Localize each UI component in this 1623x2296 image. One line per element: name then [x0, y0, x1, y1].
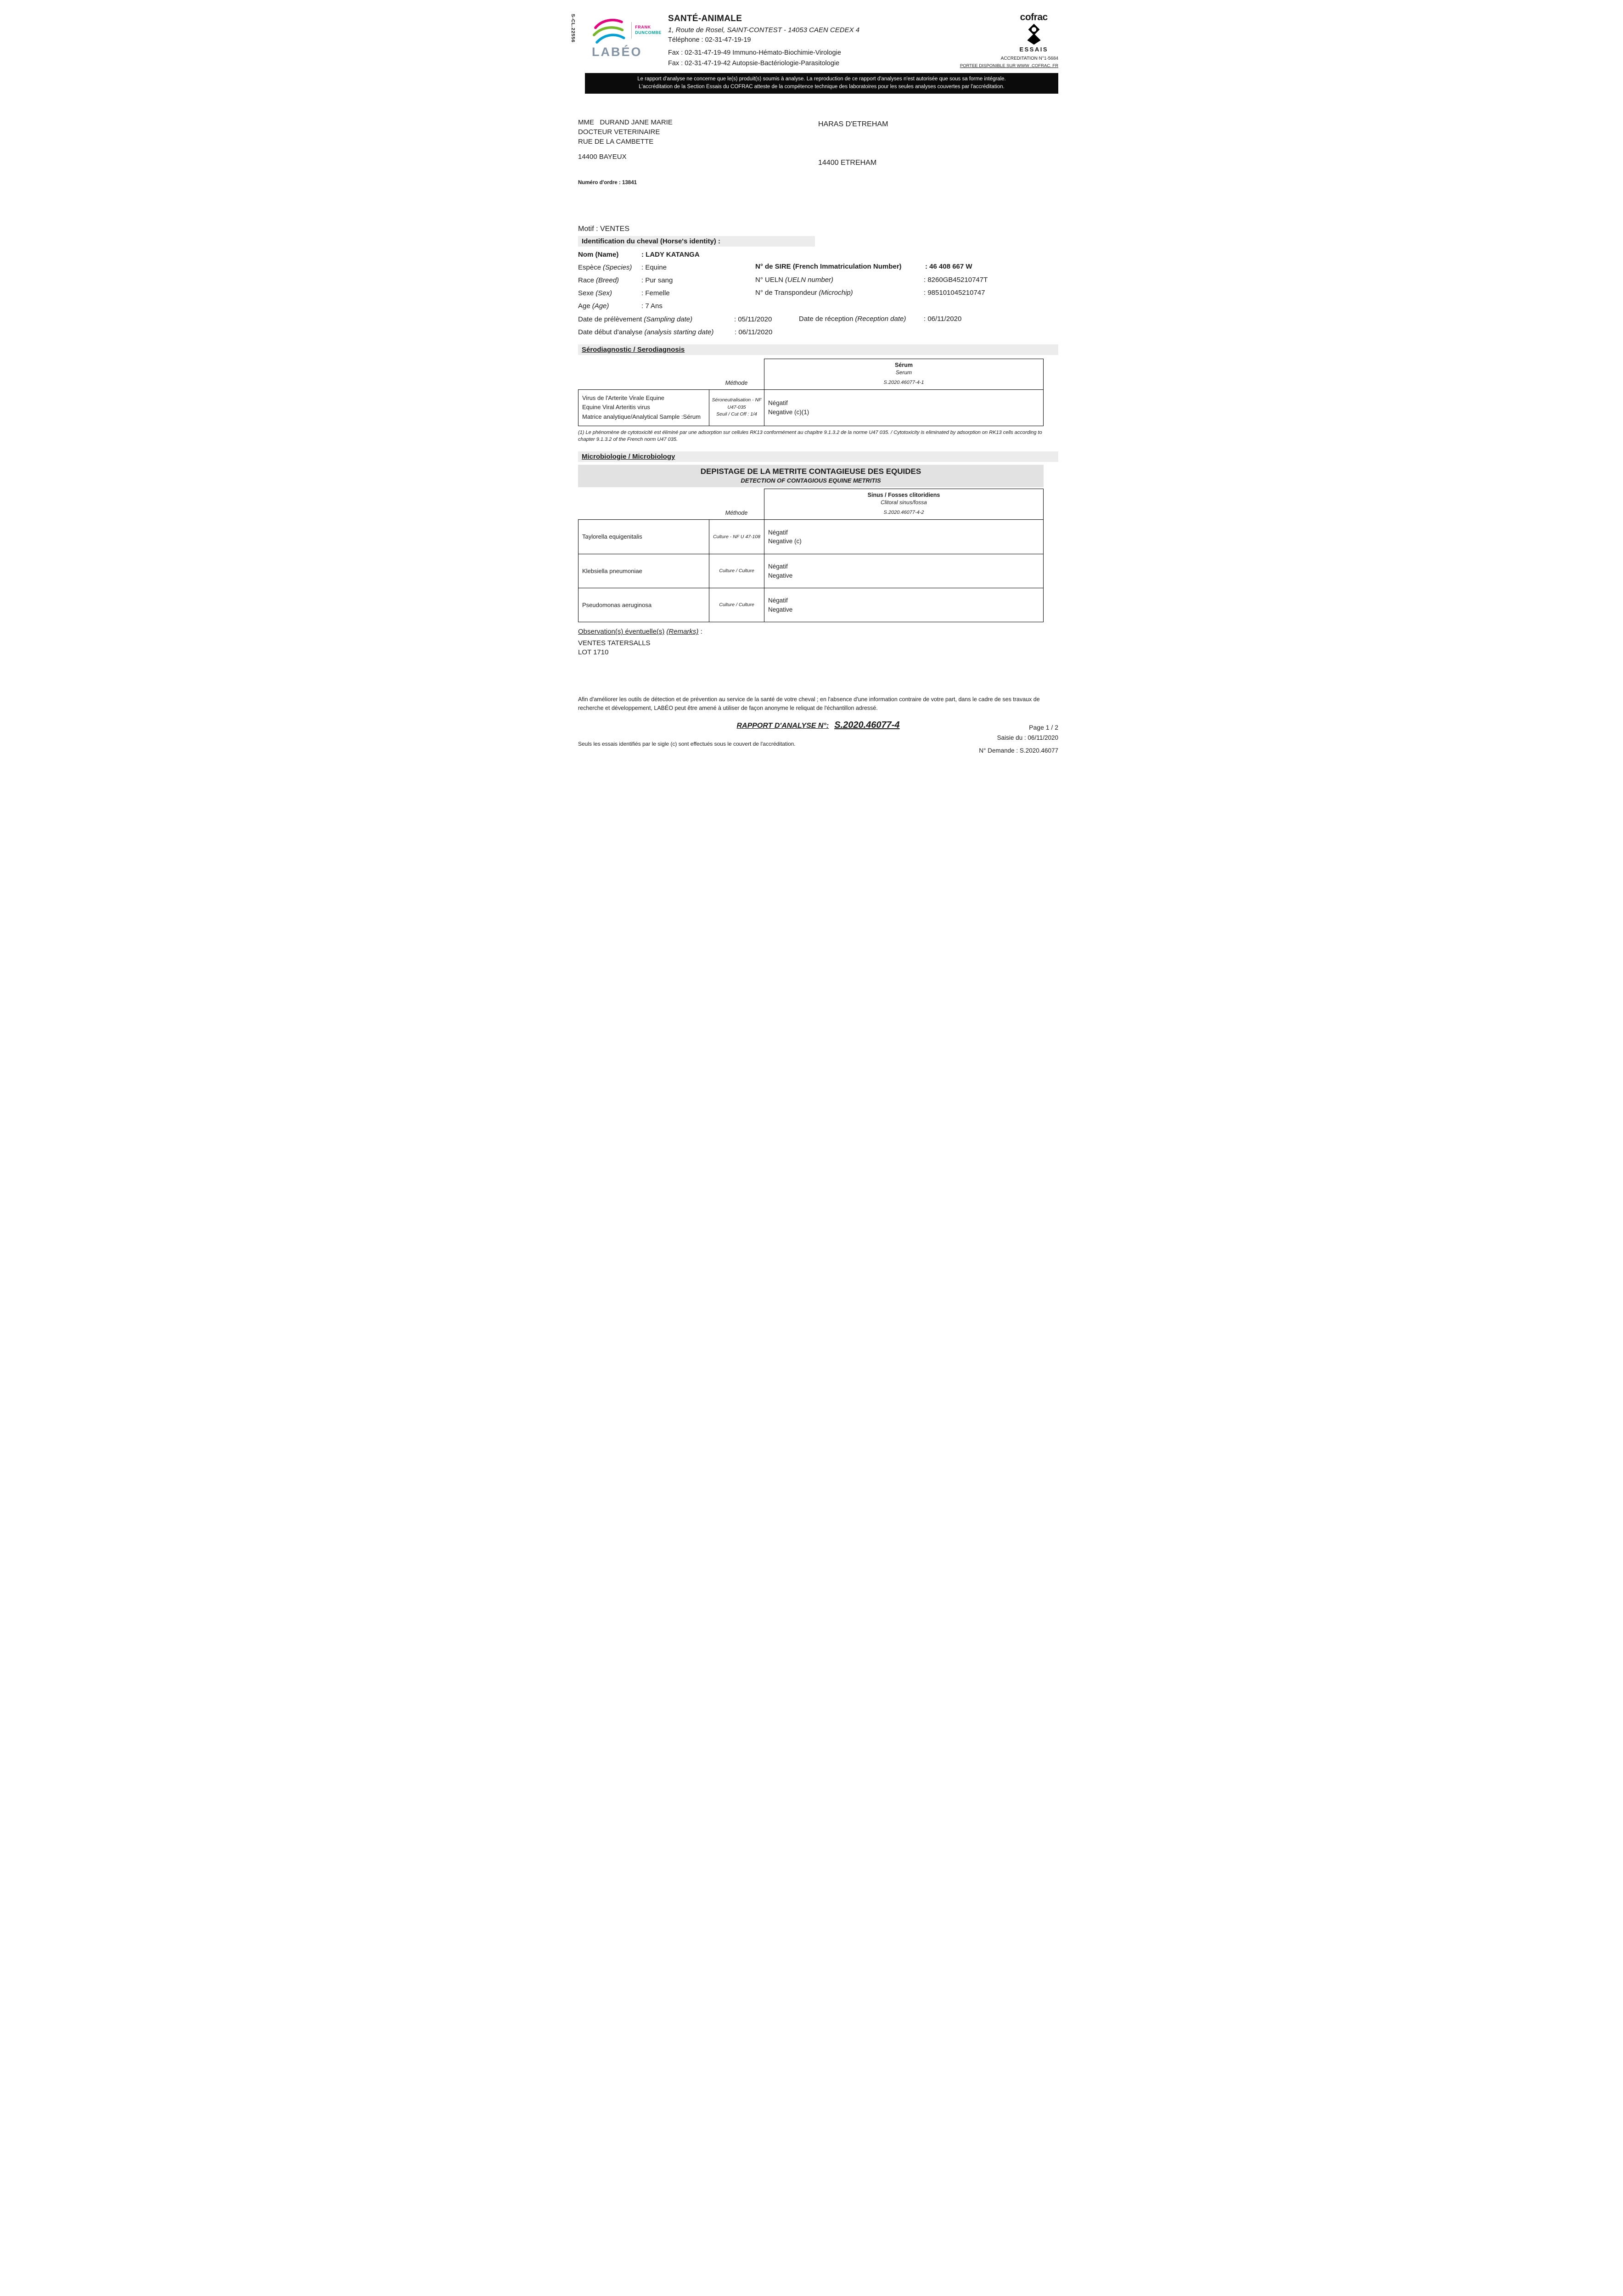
identification-section-header — [578, 236, 815, 247]
footer-meta — [979, 734, 1058, 754]
result-line: Négatif — [768, 597, 788, 604]
ueln-label-fr: N° UELN — [755, 276, 784, 284]
sinus-column-header — [764, 489, 1044, 519]
accreditation-number: ACCREDITATION N°1-5684 — [1000, 56, 1058, 61]
lab-phone: Téléphone : 02-31-47-19-19 — [668, 36, 751, 44]
motif-line: Motif : VENTES — [578, 225, 630, 233]
ueln-label-en: (UELN number) — [785, 276, 834, 284]
microbiology-section-title: Microbiologie / Microbiology — [582, 453, 675, 461]
species-label-fr: Espèce — [578, 263, 601, 271]
microchip-label-en: (Microchip) — [819, 288, 853, 297]
microbiology-table-body — [578, 519, 1044, 622]
reception-date-label — [799, 315, 906, 323]
lab-contact-block — [662, 12, 964, 67]
table-header-spacer — [578, 359, 709, 389]
age-value: : 7 Ans — [641, 302, 663, 310]
result-cell — [764, 554, 1043, 588]
result-line: Negative (c) — [768, 538, 802, 545]
method-line: Séroneutralisation - NF — [712, 397, 762, 403]
microchip-value: : 985101045210747 — [924, 288, 985, 297]
legal-disclaimer-bar — [585, 73, 1058, 94]
analysis-start-value: : 06/11/2020 — [735, 328, 773, 336]
lab-fax-1: Fax : 02-31-47-19-49 Immuno-Hémato-Biochimie-Virologie — [668, 49, 841, 56]
serology-table — [578, 359, 1044, 426]
analysis-start-label-fr: Date début d'analyse — [578, 328, 643, 336]
remarks-text — [578, 639, 1058, 657]
addressee-zone — [578, 118, 1058, 172]
labeo-logo-top — [592, 17, 662, 44]
request-number: N° Demande : S.2020.46077 — [979, 747, 1058, 754]
report-number-label: RAPPORT D'ANALYSE N°: — [736, 721, 829, 730]
logo-brand-name — [635, 25, 662, 35]
table-header-spacer — [578, 489, 709, 519]
cofrac-logo — [1019, 12, 1048, 53]
table-row — [578, 390, 1043, 426]
sire-value: : 46 408 667 W — [925, 262, 972, 270]
sampling-date-label-fr: Date de prélèvement — [578, 315, 642, 323]
table-row — [578, 588, 1043, 622]
location-name: HARAS D'ETREHAM — [818, 120, 888, 128]
method-line: Seuil / Cut Off : 1/4 — [716, 411, 757, 417]
species-value: : Equine — [641, 263, 667, 271]
recipient-street: RUE DE LA CAMBETTE — [578, 137, 654, 146]
logo-duncombe-text: DUNCOMBE — [635, 30, 662, 35]
method-cell — [709, 390, 764, 426]
cem-screening-banner — [578, 465, 1044, 487]
report-header — [578, 12, 1058, 68]
serology-table-body — [578, 389, 1044, 426]
reception-date-label-en: (Reception date) — [855, 315, 906, 323]
accreditation-scope-note: PORTEE DISPONIBLE SUR WWW .COFRAC. FR — [960, 63, 1058, 68]
document-side-code: S-CL.22556 — [570, 14, 576, 43]
footer-bottom-row — [578, 734, 1058, 754]
remarks-colon: : — [698, 628, 702, 636]
sex-label-en: (Sex) — [595, 289, 612, 297]
recipient-name: MME DURAND JANE MARIE — [578, 118, 673, 126]
sampling-date-label-en: (Sampling date) — [644, 315, 693, 323]
result-cell — [764, 588, 1043, 622]
cofrac-emblem-icon — [1024, 23, 1044, 45]
sinus-column-subtitle: Clitoral sinus/fossa — [881, 499, 927, 506]
serology-section-title: Sérodiagnostic / Serodiagnosis — [582, 345, 685, 354]
page-indicator: Page 1 / 2 — [1029, 723, 1058, 731]
serum-column-header — [764, 359, 1044, 389]
serology-footnote: (1) Le phénomène de cytotoxicité est éliminé par une adsorption sur cellules RK13 conformément au chapitre 9.1.3.2 de la norme U47 035. / Cytotoxicity is eliminated by adsorption on RK13 cells according to chapter 9.1.3.2 of the French norm U47 035. — [578, 429, 1042, 443]
analyte-line: Matrice analytique/Analytical Sample :Sérum — [582, 413, 701, 420]
labeo-arcs-icon — [592, 17, 628, 44]
ueln-value: : 8260GB45210747T — [924, 276, 988, 284]
logo-labeo-wordmark: LABÉO — [592, 45, 642, 59]
cofrac-wordmark: cofrac — [1020, 12, 1048, 23]
recipient-title: DOCTEUR VETERINAIRE — [578, 128, 660, 136]
result-line: Negative (c)(1) — [768, 408, 809, 416]
analysis-report-page — [552, 0, 1071, 768]
result-line: Négatif — [768, 563, 788, 570]
analysis-start-label — [578, 328, 713, 337]
research-use-note: Afin d'améliorer les outils de détection et de prévention au service de la santé de votre cheval ; en l'absence d'une information contraire de votre part, dans le cadre de ses travaux de recherche et développement, LABÉO peut être amené à utiliser de façon anonyme le reliquat de l'échantillon adressé. — [578, 696, 1040, 712]
serology-section-header — [578, 344, 1058, 355]
remarks-label-en: (Remarks) — [666, 628, 699, 636]
name-value: : LADY KATANGA — [641, 250, 700, 259]
sampling-date-value: : 05/11/2020 — [734, 315, 772, 323]
cem-banner-subtitle: DETECTION OF CONTAGIOUS EQUINE METRITIS — [741, 477, 881, 484]
recipient-city: 14400 BAYEUX — [578, 152, 627, 161]
remarks-label-fr: Observation(s) éventuelle(s) — [578, 628, 665, 636]
result-line: Negative — [768, 606, 793, 613]
method-cell — [709, 588, 764, 622]
logo-frank-text: FRANK — [635, 25, 651, 30]
result-line: Négatif — [768, 399, 788, 406]
organism-cell — [578, 588, 709, 622]
reception-date-label-fr: Date de réception — [799, 315, 854, 323]
cofrac-accreditation-block — [960, 12, 1058, 68]
method-line: Culture / Culture — [719, 602, 754, 608]
report-number-row — [578, 720, 1058, 731]
breed-label-en: (Breed) — [596, 276, 619, 284]
age-label — [578, 302, 609, 310]
table-row — [578, 520, 1043, 554]
sampling-date-label — [578, 315, 692, 324]
reception-date-value: : 06/11/2020 — [924, 315, 962, 323]
method-line: Culture / Culture — [719, 568, 754, 574]
method-cell — [709, 554, 764, 588]
species-label-en: (Species) — [603, 263, 632, 271]
sinus-sample-id: S.2020.46077-4-2 — [883, 510, 924, 516]
analyte-line: Virus de l'Arterite Virale Equine — [582, 394, 665, 402]
microbiology-table — [578, 489, 1044, 622]
accreditation-footnote: Seuls les essais identifiés par le sigle (c) sont effectués sous le couvert de l'accréditation. — [578, 740, 796, 747]
serum-column-title: Sérum — [895, 361, 913, 368]
method-column-header: Méthode — [725, 379, 748, 386]
species-label — [578, 264, 632, 272]
identification-title: Identification du cheval (Horse's identity) : — [582, 237, 720, 245]
lab-address: 1, Route de Rosel, SAINT-CONTEST - 14053 CAEN CEDEX 4 — [668, 26, 860, 34]
microbiology-table-header — [578, 489, 1044, 519]
ueln-label — [755, 276, 833, 284]
remark-line: VENTES TATERSALLS — [578, 639, 651, 647]
analyte-cell — [578, 390, 709, 426]
horse-identification-fields — [578, 251, 1058, 343]
analysis-start-label-en: (analysis starting date) — [644, 328, 714, 336]
disclaimer-line-1: Le rapport d'analyse ne concerne que le(s) produit(s) soumis à analyse. La reproduction de ce rapport d'analyses n'est autorisée que sous sa forme intégrale. — [637, 76, 1006, 82]
age-label-en: (Age) — [592, 302, 609, 310]
organism-name: Taylorella equigenitalis — [582, 533, 642, 540]
disclaimer-line-2: L'accréditation de la Section Essais du COFRAC atteste de la compétence technique des laboratoires pour les seules analyses couvertes par l'accréditation. — [639, 84, 1005, 90]
remark-line: LOT 1710 — [578, 648, 609, 656]
result-line: Negative — [768, 572, 793, 579]
sample-location — [818, 120, 888, 167]
microchip-label — [755, 289, 853, 297]
lab-fax-2: Fax : 02-31-47-19-42 Autopsie-Bactériologie-Parasitologie — [668, 60, 840, 67]
remarks-section — [578, 628, 1058, 657]
name-label: Nom (Name) — [578, 250, 619, 259]
location-city: 14400 ETREHAM — [818, 158, 877, 167]
result-line: Négatif — [768, 529, 788, 536]
organism-name: Klebsiella pneumoniae — [582, 567, 642, 574]
breed-label — [578, 276, 619, 285]
breed-value: : Pur sang — [641, 276, 673, 284]
serum-column-subtitle: Serum — [895, 369, 912, 376]
organism-name: Pseudomonas aeruginosa — [582, 601, 652, 608]
method-line: Culture - NF U 47-108 — [713, 534, 761, 540]
serum-sample-id: S.2020.46077-4-1 — [883, 379, 924, 385]
labeo-logo — [592, 12, 662, 59]
age-label-fr: Age — [578, 302, 590, 310]
remarks-label — [578, 628, 698, 636]
order-number: Numéro d'ordre : 13841 — [578, 180, 637, 186]
method-column-header: Méthode — [725, 510, 748, 517]
report-number-value: S.2020.46077-4 — [834, 720, 900, 730]
entry-date: Saisie du : 06/11/2020 — [997, 734, 1058, 741]
result-cell — [764, 520, 1043, 554]
table-row — [578, 554, 1043, 588]
sinus-column-title: Sinus / Fosses clitoridiens — [867, 492, 940, 499]
organism-cell — [578, 554, 709, 588]
sex-label-fr: Sexe — [578, 289, 594, 297]
logo-divider — [631, 22, 632, 39]
sex-value: : Femelle — [641, 289, 670, 297]
breed-label-fr: Race — [578, 276, 595, 284]
microchip-label-fr: N° de Transpondeur — [755, 288, 817, 297]
organism-cell — [578, 520, 709, 554]
sire-label: N° de SIRE (French Immatriculation Number) — [755, 262, 902, 270]
sex-label — [578, 289, 612, 298]
cem-banner-title: DEPISTAGE DE LA METRITE CONTAGIEUSE DES EQUIDES — [700, 467, 921, 476]
department-title: SANTÉ-ANIMALE — [668, 14, 742, 23]
cofrac-essais-label: ESSAIS — [1019, 46, 1048, 53]
microbiology-section-header — [578, 451, 1058, 462]
method-cell — [709, 520, 764, 554]
method-line: U47-035 — [727, 404, 746, 410]
analyte-line: Equine Viral Arteritis virus — [582, 404, 650, 411]
serology-table-header — [578, 359, 1044, 389]
result-cell — [764, 390, 1043, 426]
